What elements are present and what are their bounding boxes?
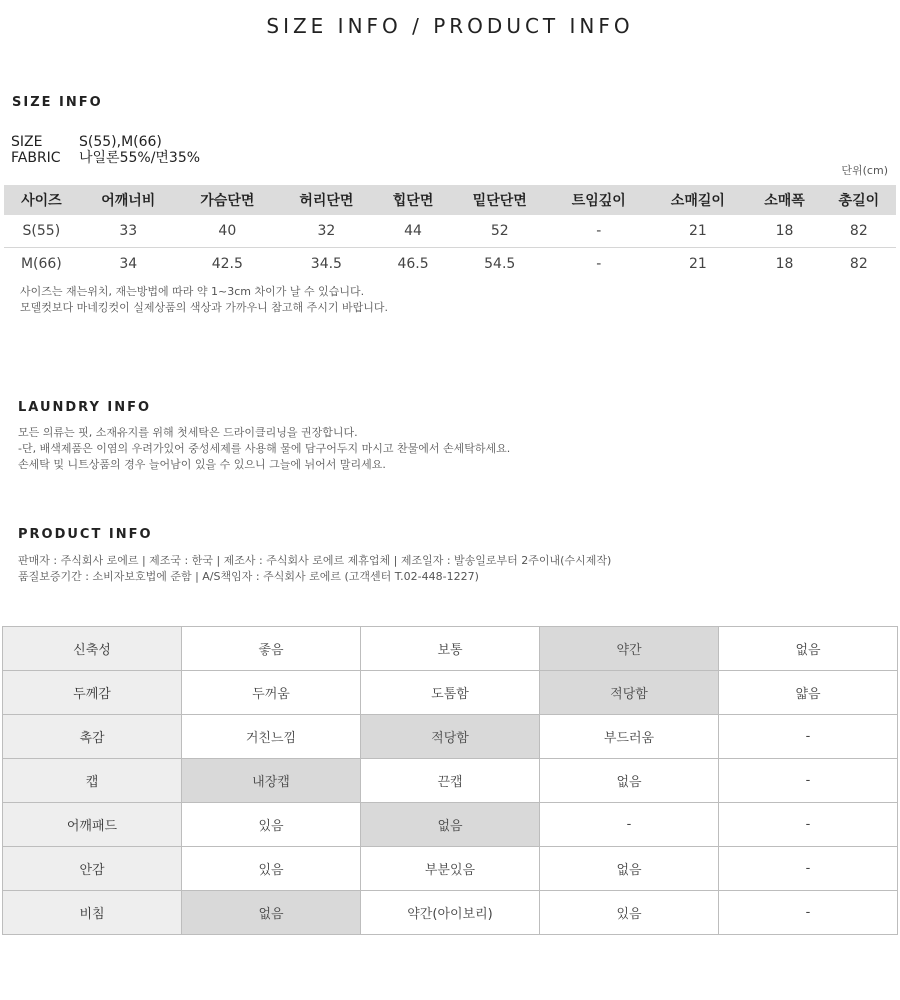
size-table-header-row (4, 185, 896, 215)
laundry-info-heading: LAUNDRY INFO (18, 400, 152, 415)
size-note-line: 사이즈는 재는위치, 재는방법에 따라 약 1~3cm 차이가 날 수 있습니다. (20, 285, 365, 298)
size-table-cell: 21 (648, 215, 747, 248)
size-table-cell: M(66) (20, 256, 62, 272)
property-option: - (719, 803, 898, 847)
property-row (3, 803, 898, 847)
fabric-value: 나일론55%/면35% (79, 150, 201, 166)
laundry-line: 모든 의류는 핏, 소재유지를 위해 첫세탁은 드라이클리닝을 권장합니다. (18, 426, 358, 439)
size-table-row (4, 248, 896, 281)
property-option: 있음 (540, 891, 719, 935)
property-option-selected: 약간 (540, 627, 719, 671)
property-option: - (540, 803, 719, 847)
size-table-cell: 54.5 (484, 256, 516, 272)
laundry-notes (18, 425, 510, 473)
property-option: 없음 (540, 847, 719, 891)
property-option: 약간(아이보리) (361, 891, 540, 935)
property-option: 끈캡 (361, 759, 540, 803)
fabric-spec (11, 150, 200, 166)
size-table-cell: 32 (277, 215, 376, 248)
laundry-line: -단, 배색제품은 이염의 우려가있어 중성세제를 사용해 물에 담구어두지 마시고 찬물에서 손세탁하세요. (18, 442, 511, 455)
property-option: 보통 (361, 627, 540, 671)
property-option: 없음 (719, 627, 898, 671)
size-table-cell: 40 (178, 215, 277, 248)
property-row (3, 891, 898, 935)
property-option: 거친느낌 (182, 715, 361, 759)
property-option: 부분있음 (361, 847, 540, 891)
product-info-heading: PRODUCT INFO (18, 527, 153, 542)
property-option: 있음 (182, 803, 361, 847)
size-table-header: 어깨너비 (79, 185, 178, 215)
property-option-selected: 적당함 (540, 671, 719, 715)
size-table-row (4, 215, 896, 248)
size-table-header: 허리단면 (277, 185, 376, 215)
size-table-cell: 52 (450, 215, 549, 248)
size-table-cell: - (596, 256, 602, 272)
laundry-line: 손세탁 및 니트상품의 경우 늘어남이 있을 수 있으니 그늘에 뉘어서 말리세요. (18, 458, 386, 471)
property-option-selected: 내장캡 (182, 759, 361, 803)
size-table-cell: - (549, 215, 648, 248)
size-table-cell: 42.5 (211, 256, 243, 272)
size-table-cell: 18 (775, 256, 794, 272)
property-label: 안감 (3, 847, 182, 891)
size-table-cell: 21 (688, 256, 707, 272)
size-table-header: 밑단단면 (450, 185, 549, 215)
property-label: 캡 (3, 759, 182, 803)
size-table (4, 185, 896, 280)
property-label: 촉감 (3, 715, 182, 759)
property-label: 어깨패드 (3, 803, 182, 847)
fabric-key: FABRIC (11, 150, 61, 166)
size-table-header: 힙단면 (376, 185, 450, 215)
property-table (2, 626, 898, 935)
property-label: 두께감 (3, 671, 182, 715)
property-label: 비침 (3, 891, 182, 935)
property-row (3, 759, 898, 803)
size-table-header: 사이즈 (4, 185, 79, 215)
product-line: 판매자 : 주식회사 로에르 | 제조국 : 한국 | 제조사 : 주식회사 로에르 제휴업체 | 제조일자 : 발송일로부터 2주이내(수시제작) (18, 554, 612, 567)
property-option: 부드러움 (540, 715, 719, 759)
size-notes (20, 284, 388, 316)
size-info-heading: SIZE INFO (12, 95, 103, 110)
property-option: 얇음 (719, 671, 898, 715)
property-option-selected: 없음 (182, 891, 361, 935)
size-table-header: 소매폭 (747, 185, 821, 215)
size-table-cell: 34.5 (310, 256, 342, 272)
property-row (3, 847, 898, 891)
size-table-cell: 46.5 (397, 256, 429, 272)
size-table-cell: 82 (822, 215, 896, 248)
property-option-selected: 없음 (361, 803, 540, 847)
property-row (3, 627, 898, 671)
size-key: SIZE (11, 134, 43, 150)
property-option: - (719, 715, 898, 759)
size-table-cell: 34 (119, 256, 138, 272)
property-option: - (719, 891, 898, 935)
property-option: 두꺼움 (182, 671, 361, 715)
property-option: 없음 (540, 759, 719, 803)
size-table-header: 가슴단면 (178, 185, 277, 215)
size-table-cell: 82 (849, 256, 868, 272)
unit-note: 단위(cm) (841, 164, 888, 177)
property-option: 좋음 (182, 627, 361, 671)
property-option: - (719, 847, 898, 891)
size-table-cell: S(55) (4, 215, 79, 248)
size-note-line: 모델컷보다 마네킹컷이 실제상품의 색상과 가까우니 참고해 주시기 바랍니다. (20, 301, 389, 314)
size-value: S(55),M(66) (79, 134, 162, 150)
size-table-header: 총길이 (822, 185, 896, 215)
size-spec (11, 134, 162, 150)
size-table-cell: 44 (376, 215, 450, 248)
property-row (3, 671, 898, 715)
size-table-cell: 33 (79, 215, 178, 248)
property-option: - (719, 759, 898, 803)
property-option: 도톰함 (361, 671, 540, 715)
property-option-selected: 적당함 (361, 715, 540, 759)
size-table-cell: 18 (747, 215, 821, 248)
product-line: 품질보증기간 : 소비자보호법에 준함 | A/S책임자 : 주식회사 로에르 (고객센터 T.02-448-1227) (18, 570, 479, 583)
property-option: 있음 (182, 847, 361, 891)
page-title: SIZE INFO / PRODUCT INFO (266, 14, 634, 38)
size-table-header: 소매길이 (648, 185, 747, 215)
property-row (3, 715, 898, 759)
product-notes (18, 553, 611, 585)
size-table-header: 트임깊이 (549, 185, 648, 215)
property-label: 신축성 (3, 627, 182, 671)
